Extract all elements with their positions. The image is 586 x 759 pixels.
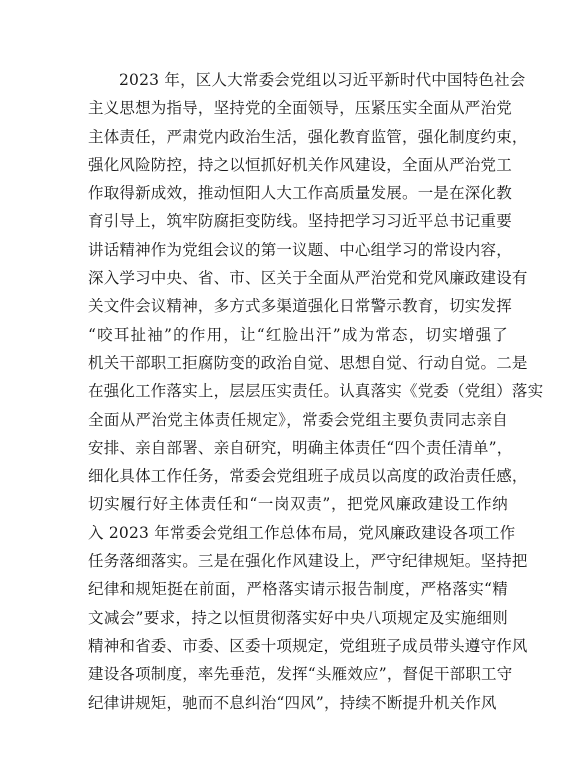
text-line: 任务落细落实。三是在强化作风建设上，严守纪律规矩。坚持把 <box>88 552 528 571</box>
text-line: 2023 年，区人大常委会党组以习近平新时代中国特色社会 <box>119 71 526 89</box>
text-line: 切实履行好主体责任和“一岗双责”，把党风廉政建设工作纳 <box>88 495 508 514</box>
text-line: 讲话精神作为党组会议的第一议题、中心组学习的常设内容， <box>88 240 512 259</box>
text-line: 深入学习中央、省、市、区关于全面从严治党和党风廉政建设有 <box>88 269 528 288</box>
text-line: 关文件会议精神，多方式多渠道强化日常警示教育，切实发挥 <box>88 297 512 316</box>
body-paragraph <box>88 66 544 717</box>
text-line: 作取得新成效，推动恒阳人大工作高质量发展。一是在深化教 <box>88 184 512 203</box>
text-line: 强化风险防控，持之以恒抓好机关作风建设，全面从严治党工 <box>88 155 512 174</box>
text-line: 文减会”要求，持之以恒贯彻落实好中央八项规定及实施细则 <box>88 608 508 627</box>
text-line: 细化具体工作任务，常委会党组班子成员以高度的政治责任感， <box>88 467 528 486</box>
text-line: 精神和省委、市委、区委十项规定，党组班子成员带头遵守作风 <box>88 636 528 655</box>
text-line: 育引导上，筑牢防腐拒变防线。坚持把学习习近平总书记重要 <box>88 212 512 231</box>
text-line: 主体责任，严肃党内政治生活，强化教育监管，强化制度约束， <box>88 127 528 146</box>
text-line: 机关干部职工拒腐防变的政治自觉、思想自觉、行动自觉。二是 <box>88 353 528 372</box>
text-line: “咬耳扯袖”的作用，让“红脸出汗”成为常态，切实增强了 <box>88 325 508 344</box>
text-line: 入 2023 年常委会党组工作总体布局，党风廉政建设各项工作 <box>88 523 516 542</box>
text-line: 全面从严治党主体责任规定》，常委会党组主要负责同志亲自 <box>88 410 508 429</box>
text-line: 在强化工作落实上，层层压实责任。认真落实《党委（党组）落实 <box>88 382 544 401</box>
text-line: 主义思想为指导，坚持党的全面领导，压紧压实全面从严治党 <box>88 99 512 118</box>
text-line: 纪律讲规矩，驰而不息纠治“四风”，持续不断提升机关作风 <box>88 693 497 712</box>
text-line: 安排、亲自部署、亲自研究，明确主体责任“四个责任清单”， <box>88 438 513 457</box>
text-line: 建设各项制度，率先垂范，发挥“头雁效应”，督促干部职工守 <box>88 665 513 684</box>
text-line: 纪律和规矩挺在前面，严格落实请示报告制度，严格落实“精 <box>88 580 508 599</box>
